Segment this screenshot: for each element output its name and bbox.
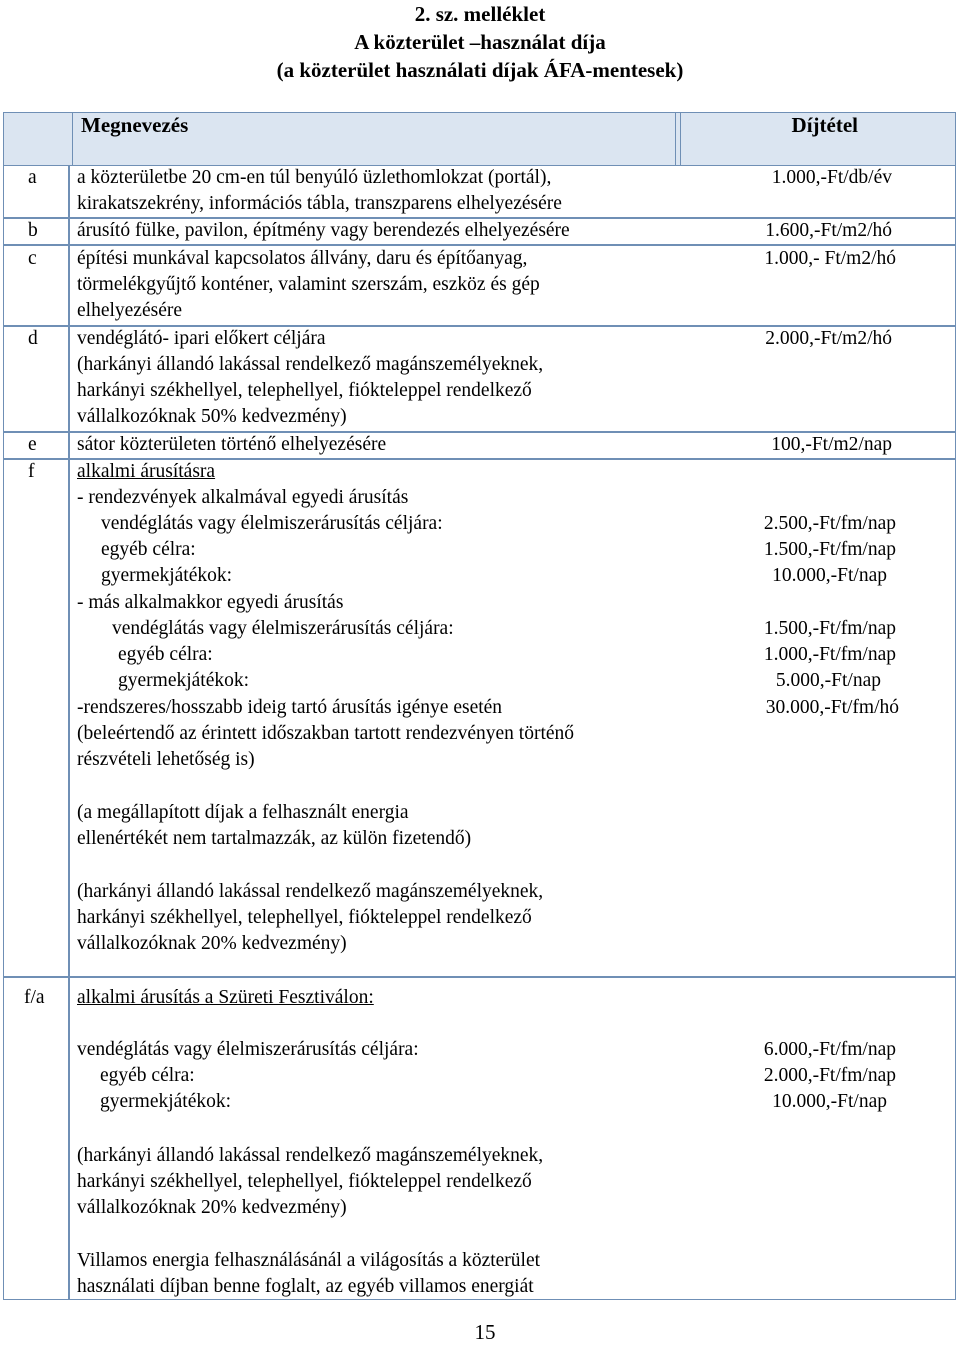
row-d-text-4: vállalkozóknak 50% kedvezmény) xyxy=(77,406,347,427)
row-divider xyxy=(4,976,955,978)
row-d-text-3: harkányi székhellyel, telephellyel, fiókteleppel rendelkező xyxy=(77,380,532,401)
document-title xyxy=(0,0,960,84)
row-f-event-heading: - rendezvények alkalmával egyedi árusítás xyxy=(77,487,409,508)
row-f-regular-text: részvételi lehetőség is) xyxy=(77,749,255,770)
row-fa-energy-note: használati díjban benne foglalt, az egyéb villamos energiát xyxy=(77,1276,534,1297)
row-fa-fee: 2.000,-Ft/fm/nap xyxy=(763,1065,896,1086)
header-name-cell xyxy=(72,113,676,165)
row-f-other-fee: 1.500,-Ft/fm/nap xyxy=(763,618,896,639)
row-f-other-item: egyéb célra: xyxy=(118,644,213,665)
row-f-event-fee: 10.000,-Ft/nap xyxy=(772,565,887,586)
row-fa-discount-note: harkányi székhellyel, telephellyel, fiókteleppel rendelkező xyxy=(77,1171,532,1192)
row-f-other-item: gyermekjátékok: xyxy=(118,670,250,691)
row-f-discount-note: harkányi székhellyel, telephellyel, fiókteleppel rendelkező xyxy=(77,907,532,928)
row-fa-item: vendéglátás vagy élelmiszerárusítás céljára: xyxy=(77,1039,419,1060)
letter-column-divider xyxy=(68,165,70,1299)
row-d-text-1: vendéglátó- ipari előkert céljára xyxy=(77,328,326,349)
table-header xyxy=(4,113,955,166)
row-e-fee: 100,-Ft/m2/nap xyxy=(771,434,892,455)
header-name-label: Megnevezés xyxy=(81,113,189,137)
row-f-energy-note: ellenértékét nem tartalmazzák, az külön fizetendő) xyxy=(77,828,472,849)
row-c-text-1: építési munkával kapcsolatos állvány, daru és építőanyag, xyxy=(77,248,528,269)
row-b-fee: 1.600,-Ft/m2/hó xyxy=(765,220,892,241)
row-f-event-fee: 2.500,-Ft/fm/nap xyxy=(763,513,896,534)
title-subtitle: (a közterület használati díjak ÁFA-mentesek) xyxy=(276,58,684,82)
row-f-discount-note: vállalkozóknak 20% kedvezmény) xyxy=(77,933,347,954)
row-d-text-2: (harkányi állandó lakással rendelkező magánszemélyeknek, xyxy=(77,354,544,375)
header-fee-cell xyxy=(680,113,954,165)
row-f-event-item: gyermekjátékok: xyxy=(101,565,233,586)
row-c-text-3: elhelyezésére xyxy=(77,300,183,321)
row-f-regular-text: (beleértendő az érintett időszakban tartott rendezvényen történő xyxy=(77,723,575,744)
row-f-regular-text: -rendszeres/hosszabb ideig tartó árusítás igénye esetén xyxy=(77,697,503,718)
fee-table xyxy=(3,112,956,1300)
row-f-energy-note: (a megállapított díjak a felhasznált energia xyxy=(77,802,409,823)
header-fee-label: Díjtétel xyxy=(791,113,858,137)
row-fa-item: gyermekjátékok: xyxy=(100,1091,232,1112)
annex-number: 2. sz. melléklet xyxy=(414,2,546,26)
row-c-fee: 1.000,- Ft/m2/hó xyxy=(764,248,896,269)
row-fa-fee: 6.000,-Ft/fm/nap xyxy=(763,1039,896,1060)
row-b-text-1: árusító fülke, pavilon, építmény vagy berendezés elhelyezésére xyxy=(77,220,570,241)
row-letter-a: a xyxy=(28,167,37,188)
title-main: A közterület –használat díja xyxy=(354,30,606,54)
row-f-title: alkalmi árusításra xyxy=(77,461,216,482)
row-f-regular-fee: 30.000,-Ft/fm/hó xyxy=(765,697,899,718)
row-letter-d: d xyxy=(28,328,38,349)
row-fa-title: alkalmi árusítás a Szüreti Fesztiválon: xyxy=(77,987,374,1008)
row-a-text-1: a közterületbe 20 cm-en túl benyúló üzlethomlokzat (portál), xyxy=(77,167,552,188)
row-f-other-fee: 5.000,-Ft/nap xyxy=(775,670,881,691)
row-letter-fa: f/a xyxy=(24,987,45,1008)
row-letter-f: f xyxy=(28,461,35,482)
row-a-fee: 1.000,-Ft/db/év xyxy=(771,167,892,188)
row-c-text-2: törmelékgyűjtő konténer, valamint szerszám, eszköz és gép xyxy=(77,274,540,295)
row-fa-fee: 10.000,-Ft/nap xyxy=(772,1091,887,1112)
row-fa-discount-note: (harkányi állandó lakással rendelkező magánszemélyeknek, xyxy=(77,1145,544,1166)
page-number: 15 xyxy=(474,1320,496,1344)
row-f-other-heading: - más alkalmakkor egyedi árusítás xyxy=(77,592,344,613)
row-f-other-fee: 1.000,-Ft/fm/nap xyxy=(763,644,896,665)
row-f-other-item: vendéglátás vagy élelmiszerárusítás céljára: xyxy=(112,618,454,639)
row-letter-e: e xyxy=(28,434,37,455)
row-f-event-item: egyéb célra: xyxy=(101,539,196,560)
row-fa-energy-note: Villamos energia felhasználásánál a világosítás a közterület xyxy=(77,1250,541,1271)
row-letter-c: c xyxy=(28,248,37,269)
row-a-text-2: kirakatszekrény, információs tábla, transzparens elhelyezésére xyxy=(77,193,562,214)
header-letter-cell xyxy=(4,113,68,165)
row-f-discount-note: (harkányi állandó lakással rendelkező magánszemélyeknek, xyxy=(77,881,544,902)
row-f-event-item: vendéglátás vagy élelmiszerárusítás céljára: xyxy=(101,513,443,534)
row-d-fee: 2.000,-Ft/m2/hó xyxy=(765,328,892,349)
row-fa-item: egyéb célra: xyxy=(100,1065,195,1086)
row-fa-discount-note: vállalkozóknak 20% kedvezmény) xyxy=(77,1197,347,1218)
row-e-text-1: sátor közterületen történő elhelyezésére xyxy=(77,434,387,455)
row-f-event-fee: 1.500,-Ft/fm/nap xyxy=(763,539,896,560)
row-letter-b: b xyxy=(28,220,38,241)
